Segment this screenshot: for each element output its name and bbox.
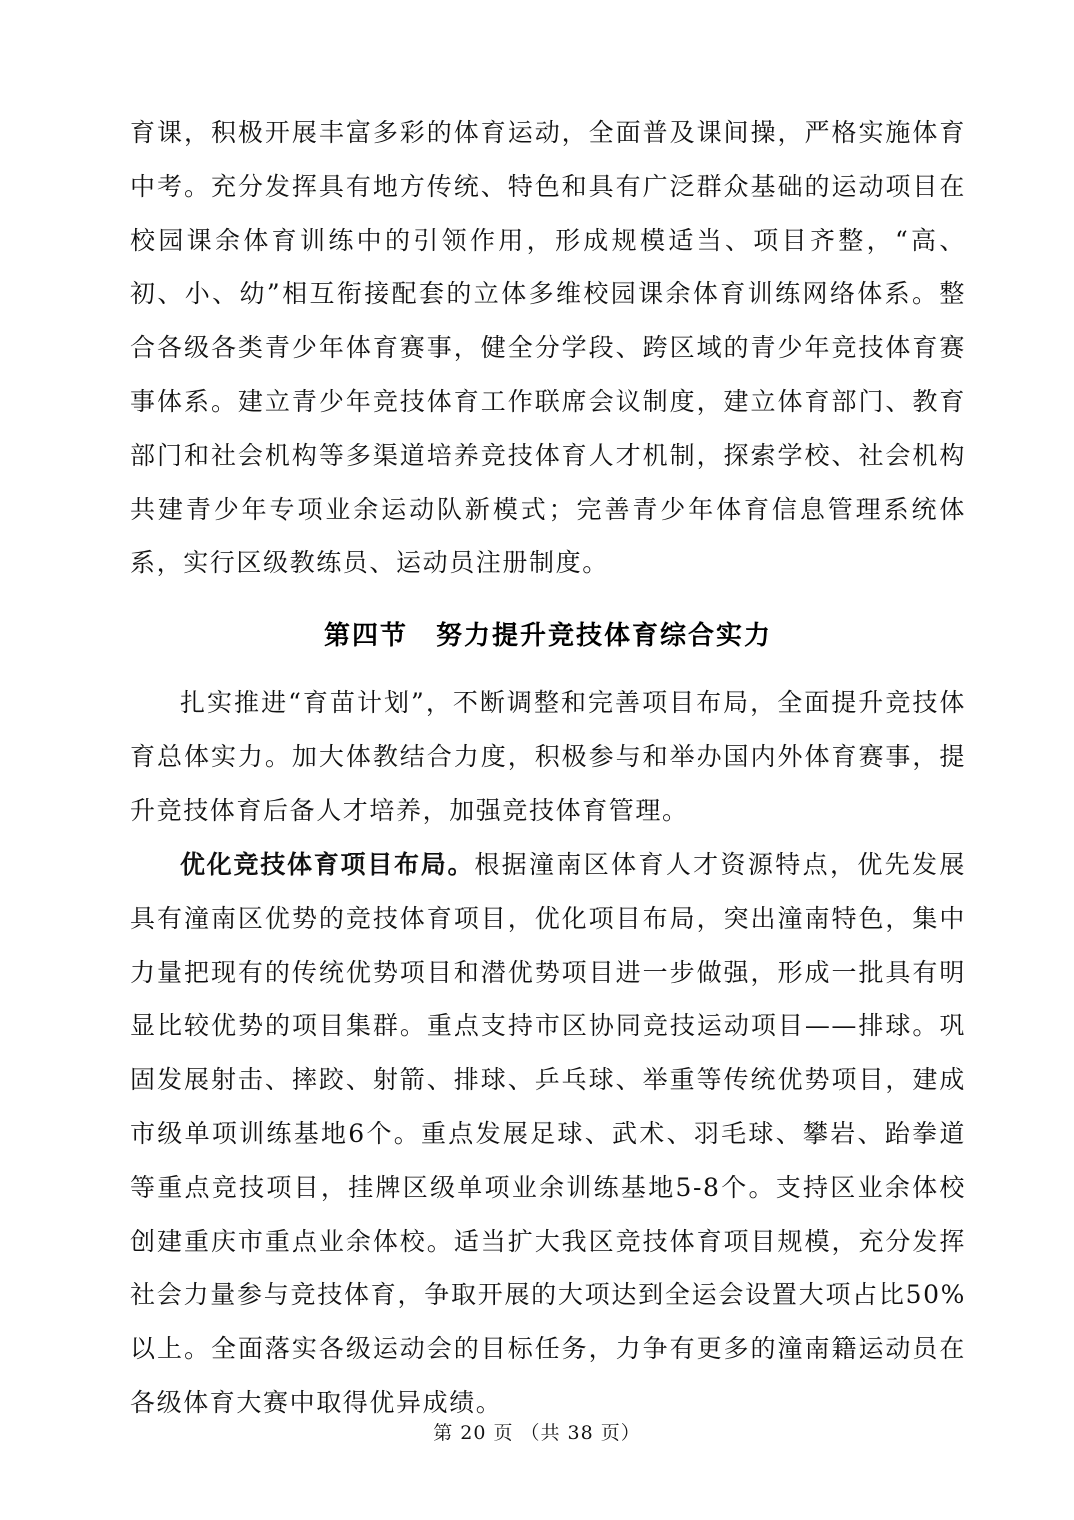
section-number: 第四节 bbox=[323, 621, 408, 651]
section-title: 努力提升竞技体育综合实力 bbox=[436, 621, 773, 651]
paragraph-intro bbox=[130, 676, 966, 837]
section-heading bbox=[130, 612, 966, 660]
paragraph-continued bbox=[130, 106, 966, 590]
paragraph-body: 根据潼南区体育人才资源特点，优先发展具有潼南区优势的竞技体育项目，优化项目布局，突出潼南特色，集中力量把现有的传统优势项目和潜优势项目进一步做强，形成一批具有明显比较优势的项目集群。重点支持市区协同竞技运动项目——排球。巩固发展射击、摔跤、射箭、排球、乒乓球、举重等传统优势项目，建成市级单项训练基地6个。重点发展足球、武术、羽毛球、攀岩、跆拳道等重点竞技项目，挂牌区级单项业余训练基地5-8个。支持区业余体校创建重庆市重点业余体校。适当扩大我区竞技体育项目规模，充分发挥社会力量参与竞技体育，争取开展的大项达到全运会设置大项占比50%以上。全面落实各级运动会的目标任务，力争有更多的潼南籍运动员在各级体育大赛中取得优异成绩。 bbox=[130, 850, 966, 1417]
page-footer: 第 20 页 （共 38 页） bbox=[433, 1422, 641, 1444]
paragraph-lead-bold: 优化竞技体育项目布局。 bbox=[180, 850, 475, 879]
paragraph-text: 育课，积极开展丰富多彩的体育运动，全面普及课间操，严格实施体育中考。充分发挥具有地方传统、特色和具有广泛群众基础的运动项目在校园课余体育训练中的引领作用，形成规模适当、项目齐整，“高、初、小、幼”相互衔接配套的立体多维校园课余体育训练网络体系。整合各级各类青少年体育赛事，健全分学段、跨区域的青少年竞技体育赛事体系。建立青少年竞技体育工作联席会议制度，建立体育部门、教育部门和社会机构等多渠道培养竞技体育人才机制，探索学校、社会机构共建青少年专项业余运动队新模式；完善青少年体育信息管理系统体系，实行区级教练员、运动员注册制度。 bbox=[130, 118, 966, 578]
paragraph-text bbox=[130, 838, 966, 1430]
paragraph-layout bbox=[130, 838, 966, 1430]
paragraph-text: 扎实推进“育苗计划”，不断调整和完善项目布局，全面提升竞技体育总体实力。加大体教结合力度，积极参与和举办国内外体育赛事，提升竞技体育后备人才培养，加强竞技体育管理。 bbox=[130, 688, 966, 825]
